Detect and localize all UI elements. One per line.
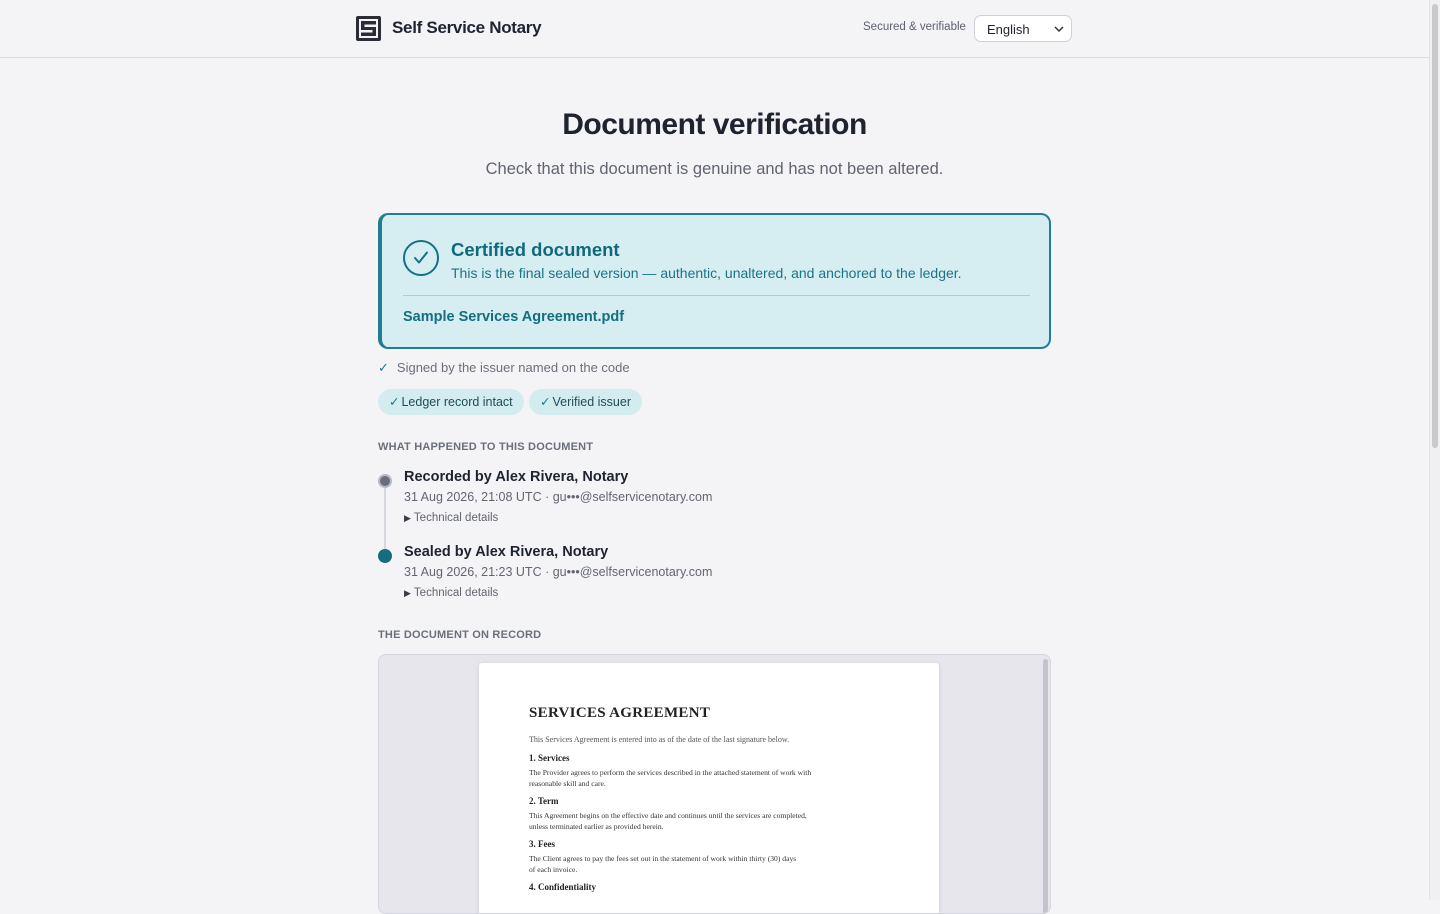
technical-details-label: Technical details	[413, 512, 499, 524]
section-heading: 3. Fees	[529, 839, 555, 849]
section-line: The Client agrees to pay the fees set out in the statement of work within thirty (30) days	[529, 854, 797, 863]
check-circle-icon	[403, 240, 439, 276]
technical-details-label: Technical details	[413, 587, 499, 599]
divider	[403, 295, 1030, 296]
timeline-dot-sealed	[378, 549, 392, 563]
disclosure-triangle-icon: ▶	[404, 588, 411, 598]
disclosure-triangle-icon: ▶	[404, 513, 411, 523]
event-title: Sealed by Alex Rivera, Notary	[404, 544, 609, 560]
timeline-dot-recorded	[378, 474, 392, 488]
status-description: This is the final sealed version — authentic, unaltered, and anchored to the ledger.	[451, 265, 962, 281]
badge-label: Ledger record intact	[401, 395, 513, 409]
chevron-down-icon	[1053, 23, 1065, 35]
history-section-label: WHAT HAPPENED TO THIS DOCUMENT	[378, 441, 594, 453]
page-scrollbar-thumb[interactable]	[1432, 4, 1438, 448]
badge-verified-issuer	[529, 389, 642, 415]
document-viewer[interactable]	[378, 654, 1051, 914]
event-meta: 31 Aug 2026, 21:08 UTC · gu•••@selfservicenotary.com	[404, 490, 713, 504]
badge-ledger-intact	[378, 389, 524, 415]
status-title: Certified document	[451, 239, 620, 260]
section-line: unless terminated earlier as provided herein.	[529, 822, 664, 831]
section-heading: 2. Term	[529, 796, 559, 806]
signed-note	[378, 360, 630, 376]
check-icon: ✓	[389, 395, 400, 409]
section-line: The Provider agrees to perform the services described in the attached statement of work with	[529, 768, 812, 777]
document-section-label: THE DOCUMENT ON RECORD	[378, 629, 542, 641]
check-icon: ✓	[540, 395, 551, 409]
check-icon: ✓	[378, 360, 389, 375]
document-scrollbar[interactable]	[1043, 659, 1048, 914]
language-select[interactable]	[974, 15, 1072, 42]
section-line: of each invoice.	[529, 865, 578, 874]
section-heading: 4. Confidentiality	[529, 882, 597, 892]
section-line: reasonable skill and care.	[529, 779, 606, 788]
brand-name[interactable]: Self Service Notary	[392, 18, 542, 37]
event-meta: 31 Aug 2026, 21:23 UTC · gu•••@selfservicenotary.com	[404, 565, 713, 579]
section-heading: 1. Services	[529, 753, 570, 763]
top-bar	[0, 0, 1429, 58]
document-intro: This Services Agreement is entered into as of the date of the last signature below.	[529, 735, 790, 744]
document-filename: Sample Services Agreement.pdf	[403, 309, 625, 325]
signed-note-text: Signed by the issuer named on the code	[396, 360, 630, 375]
technical-details-toggle[interactable]	[404, 587, 498, 599]
page-subtitle: Check that this document is genuine and has not been altered.	[485, 160, 944, 178]
technical-details-toggle[interactable]	[404, 512, 498, 524]
secured-label: Secured & verifiable	[863, 21, 966, 33]
certified-status-card	[378, 213, 1051, 349]
badge-label: Verified issuer	[552, 395, 631, 409]
event-title: Recorded by Alex Rivera, Notary	[404, 469, 629, 485]
language-value: English	[987, 22, 1030, 37]
notary-logo-icon	[356, 16, 381, 41]
timeline-line	[384, 484, 386, 554]
section-line: This Agreement begins on the effective date and continues until the services are completed,	[529, 811, 807, 820]
document-title: SERVICES AGREEMENT	[529, 705, 711, 721]
page-title: Document verification	[562, 108, 867, 141]
document-page	[479, 663, 939, 914]
